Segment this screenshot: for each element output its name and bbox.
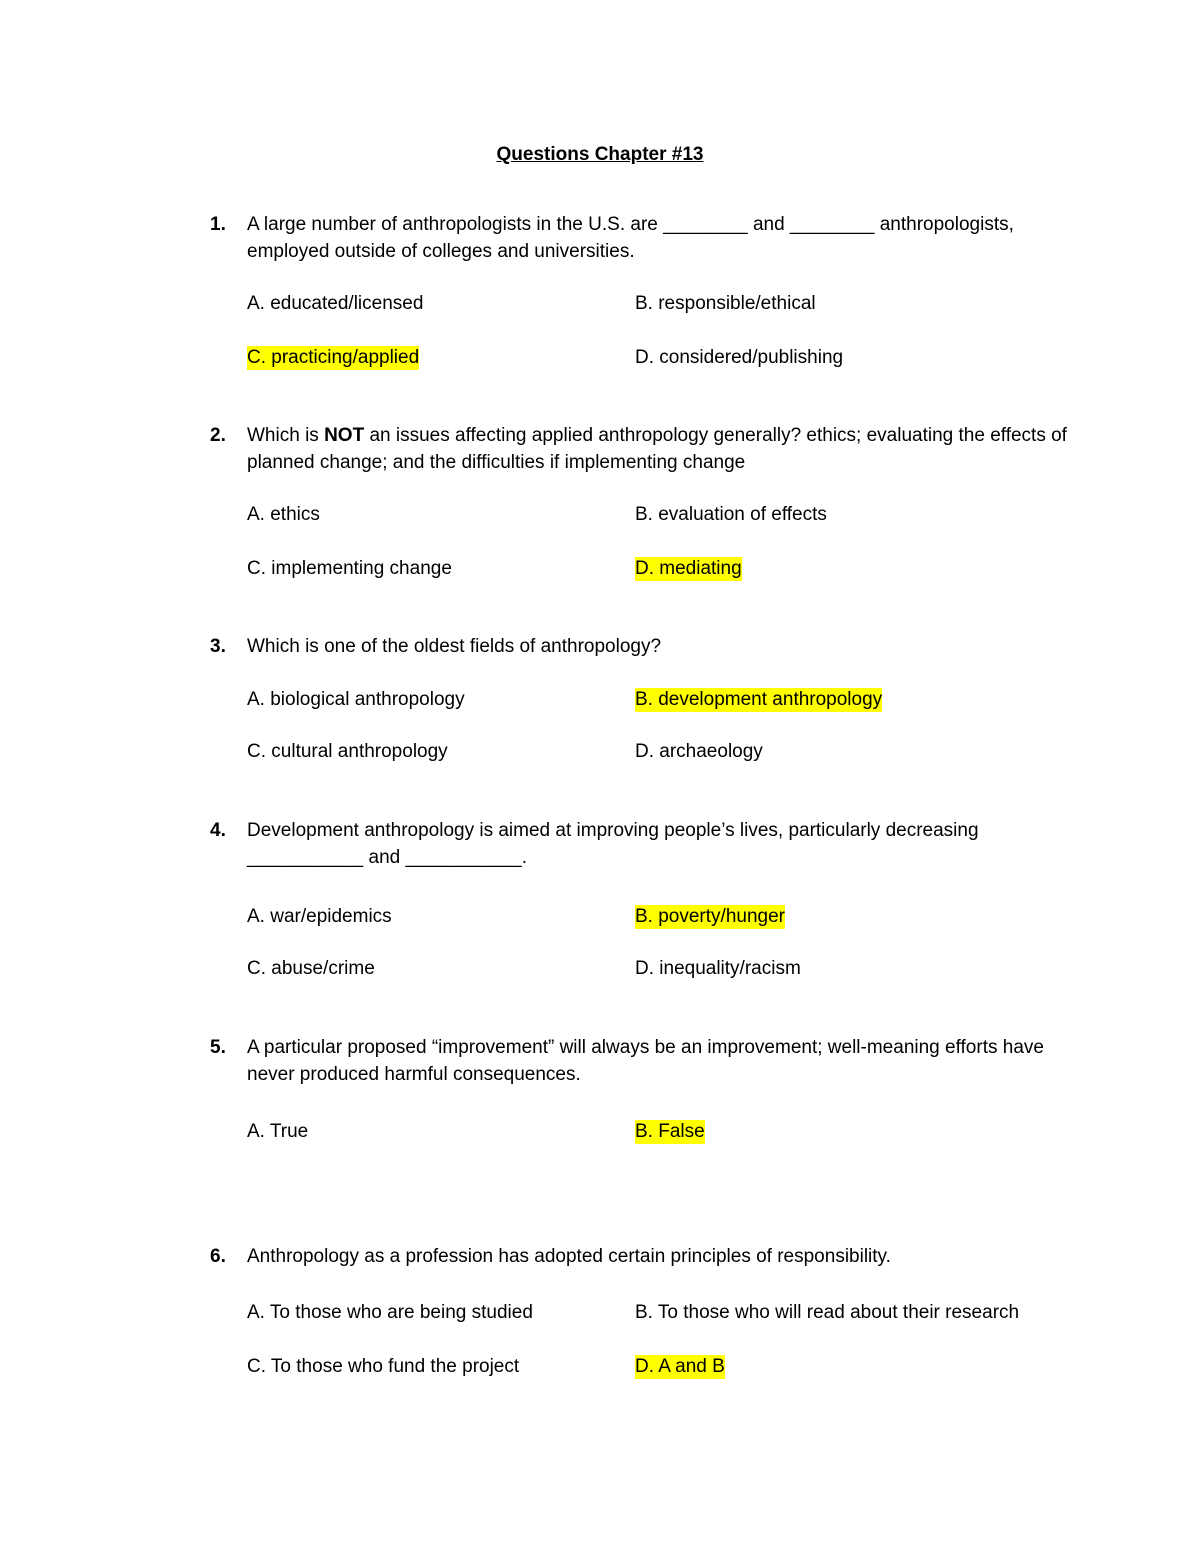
question-number: 1. <box>210 214 226 235</box>
option-d-correct-answer: D. A and B <box>635 1356 725 1377</box>
option-c: C. implementing change <box>247 558 452 579</box>
option-c-correct-answer: C. practicing/applied <box>247 347 420 368</box>
question-number: 6. <box>210 1246 226 1267</box>
option-d-correct-answer: D. mediating <box>635 558 742 579</box>
option-d: D. considered/publishing <box>635 347 844 368</box>
question-text-end: an issues affecting applied anthropology generally? ethics; evaluating the effects of planned change; and the difficulties if implementing change <box>247 425 1067 473</box>
page-title: Questions Chapter #13 <box>496 144 704 165</box>
question-text: Which is one of the oldest fields of anthropology? <box>247 636 662 657</box>
option-b: B. evaluation of effects <box>635 504 827 525</box>
option-d: D. inequality/racism <box>635 958 801 979</box>
question-text-start: Which is <box>247 425 325 446</box>
option-d: D. archaeology <box>635 741 763 762</box>
question-number: 3. <box>210 636 226 657</box>
question-text <box>247 422 1077 476</box>
option-b-correct-answer: B. poverty/hunger <box>635 906 785 927</box>
question-text-emphasis: NOT <box>324 425 365 446</box>
option-b: B. To those who will read about their research <box>635 1302 1020 1323</box>
option-a: A. ethics <box>247 504 320 525</box>
question-number: 5. <box>210 1037 226 1058</box>
option-a: A. To those who are being studied <box>247 1302 533 1323</box>
question-number: 2. <box>210 425 226 446</box>
option-b-correct-answer: B. development anthropology <box>635 689 883 710</box>
option-a: A. True <box>247 1121 309 1142</box>
option-c: C. cultural anthropology <box>247 741 448 762</box>
question-text: Development anthropology is aimed at improving people’s lives, particularly decreasing ___________ and ___________. <box>247 820 979 868</box>
option-b: B. responsible/ethical <box>635 293 816 314</box>
option-c: C. To those who fund the project <box>247 1356 520 1377</box>
question-text: A particular proposed “improvement” will always be an improvement; well-meaning efforts have never produced harmful consequences. <box>247 1037 1044 1085</box>
option-a: A. educated/licensed <box>247 293 424 314</box>
option-a: A. biological anthropology <box>247 689 465 710</box>
question-text: A large number of anthropologists in the U.S. are ________ and ________ anthropologists, employed outside of colleges and universities. <box>247 214 1014 262</box>
question-number: 4. <box>210 820 226 841</box>
option-b-correct-answer: B. False <box>635 1121 705 1142</box>
option-c: C. abuse/crime <box>247 958 375 979</box>
option-a: A. war/epidemics <box>247 906 392 927</box>
question-text: Anthropology as a profession has adopted certain principles of responsibility. <box>247 1246 891 1267</box>
